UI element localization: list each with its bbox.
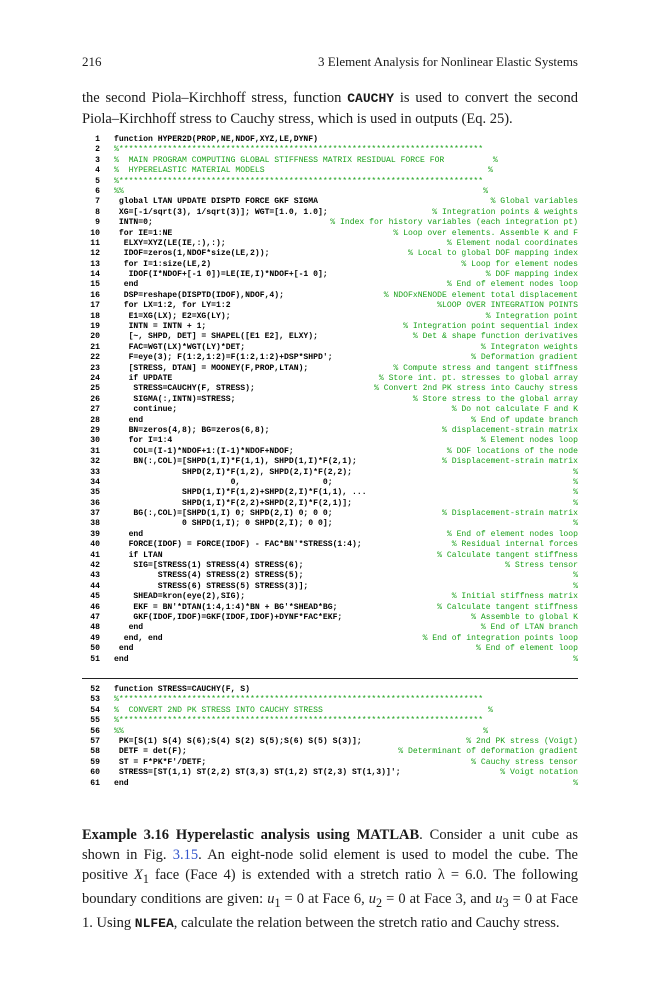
code-line [82,499,578,509]
code-text: function HYPER2D(PROP,NE,NDOF,XYZ,LE,DYNF) [114,135,318,144]
math-sub: 2 [376,895,383,910]
code-line [82,509,578,519]
line-number: 41 [90,550,100,560]
code-line [82,166,578,176]
code-line [82,561,578,571]
code-text: SHPD(1,I)*F(2,2)+SHPD(2,I)*F(2,1)]; [114,498,352,508]
code-line [82,384,578,394]
code-comment: % Determinant of deformation gradient [398,747,578,757]
code-comment: % [573,654,578,664]
code-line [82,332,578,342]
line-number: 36 [90,498,100,508]
code-text: if LTAN [114,550,163,560]
code-text: end [114,654,129,664]
code-line [82,592,578,602]
code-comment: % Initial stiffness matrix [451,592,578,602]
math-sub: 1 [274,895,281,910]
code-text: SIGMA(:,INTN)=STRESS; [114,394,236,404]
line-number: 49 [90,633,100,643]
code-text: for I=1:size(LE,2) [114,259,212,269]
line-number: 21 [90,342,100,352]
line-number: 10 [90,228,100,238]
code-text: BN(:,COL)=[SHPD(1,I)*F(1,1), SHPD(1,I)*F(2,1); [114,457,362,467]
line-number: 38 [90,519,100,529]
code-line [82,478,578,488]
code-text: SHEAD=kron(eye(2),SIG); [114,592,246,602]
code-comment: % Displacement-strain matrix [442,509,578,519]
line-number: 28 [90,415,100,425]
code-line [82,270,578,280]
code-text: IDOF(I*NDOF+[-1 0])=LE(IE,I)*NDOF+[-1 0]; [114,270,328,280]
code-line [82,208,578,218]
line-number: 60 [90,768,100,778]
code-line [82,405,578,415]
figure-link[interactable]: 3.15 [172,847,199,863]
cauchy-function-name: CAUCHY [347,91,395,106]
line-number: 57 [90,736,100,746]
code-line [82,447,578,457]
code-line [82,353,578,363]
code-line [82,644,578,654]
math-u: u [267,890,275,907]
code-text: BG(:,COL)=[SHPD(1,I) 0; SHPD(2,I) 0; 0 0; [114,509,333,519]
code-comment: % Assemble to global K [471,612,578,622]
code-comment: % Loop over elements. Assemble K and F [393,228,578,238]
code-line [82,685,578,695]
code-text: E1=XG(LX); E2=XG(LY); [114,311,231,321]
line-number: 26 [90,394,100,404]
code-line [82,727,578,737]
code-text: DSP=reshape(DISPTD(IDOF),NDOF,4); [114,290,284,300]
example-paragraph [82,825,578,934]
example-text: , calculate the relation between the stretch ratio and Cauchy stress. [173,914,560,931]
code-text: GKF(IDOF,IDOF)=GKF(IDOF,IDOF)+DYNF*FAC*EKF; [114,612,343,622]
code-comment: % Cauchy stress tensor [471,757,578,767]
code-line [82,551,578,561]
line-number: 33 [90,467,100,477]
code-line [82,343,578,353]
line-number: 6 [95,186,100,196]
code-text: STRESS(6) STRESS(5) STRESS(3)]; [114,581,309,591]
code-comment: % Voigt notation [500,768,578,778]
line-number: 55 [90,716,100,726]
code-text: end [114,623,144,633]
code-line [82,260,578,270]
line-number: 47 [90,612,100,622]
code-line [82,312,578,322]
code-comment-line: %*************************************************************************** [114,695,484,705]
line-number: 48 [90,623,100,633]
code-line [82,249,578,259]
code-comment: % End of update branch [471,415,578,425]
code-line [82,197,578,207]
math-x: X [134,867,143,883]
code-line [82,416,578,426]
code-comment-line: % HYPERELASTIC MATERIAL MODELS % [114,166,493,176]
code-comment-line: %% % [114,186,488,196]
code-text: DETF = det(F); [114,747,187,757]
example-label: Example 3.16 Hyperelastic analysis using MATLAB [82,827,420,843]
code-text: BN=zeros(4,8); BG=zeros(6,8); [114,425,270,435]
line-number: 9 [95,218,100,228]
code-text: INTN = INTN + 1; [114,322,207,332]
code-line [82,519,578,529]
code-comment: % Index for history variables (each integration pt) [330,218,578,228]
code-line [82,623,578,633]
code-line [82,758,578,768]
code-text: global LTAN UPDATE DISPTD FORCE GKF SIGMA [114,197,318,207]
code-comment: % Det & shape function derivatives [412,332,578,342]
line-number: 39 [90,529,100,539]
code-comment-line: % CONVERT 2ND PK STRESS INTO CAUCHY STRESS % [114,705,493,715]
code-text: PK=[S(1) S(4) S(6);S(4) S(2) S(5);S(6) S(5) S(3)]; [114,736,362,746]
code-comment: % Stress tensor [505,561,578,571]
code-line [82,218,578,228]
line-number: 44 [90,581,100,591]
code-comment: % End of LTAN branch [480,623,578,633]
intro-paragraph [82,88,578,129]
line-number: 14 [90,270,100,280]
code-comment: % End of integration points loop [422,633,578,643]
line-number: 42 [90,561,100,571]
code-line [82,634,578,644]
line-number: 20 [90,332,100,342]
code-comment: %LOOP OVER INTEGRATION POINTS [437,301,578,311]
code-comment-line: %*************************************************************************** [114,145,484,155]
code-line [82,229,578,239]
code-text: STRESS=[ST(1,1) ST(2,2) ST(3,3) ST(1,2) ST(2,3) ST(1,3)]'; [114,768,401,778]
line-number: 13 [90,259,100,269]
code-comment: % displacement-strain matrix [442,425,578,435]
line-number: 56 [90,726,100,736]
code-comment: % [573,467,578,477]
page-header [82,54,578,70]
line-number: 53 [90,695,100,705]
example-text: . The following boundary conditions are given: [82,867,578,907]
running-title: 3 Element Analysis for Nonlinear Elastic Systems [318,54,578,69]
code-line [82,156,578,166]
code-comment: % Integration points & weights [432,207,578,217]
code-text: SIG=[STRESS(1) STRESS(4) STRESS(6); [114,561,304,571]
code-line [82,468,578,478]
code-text: end [114,778,129,788]
code-text: STRESS(4) STRESS(2) STRESS(5); [114,571,304,581]
line-number: 24 [90,373,100,383]
line-number: 29 [90,425,100,435]
code-line [82,540,578,550]
math-lambda: λ = 6.0 [437,867,484,883]
code-line [82,135,578,145]
code-line [82,747,578,757]
code-separator [82,678,578,679]
line-number: 16 [90,290,100,300]
code-text: EKF = BN'*DTAN(1:4,1:4)*BN + BG'*SHEAD*BG; [114,602,338,612]
line-number: 32 [90,457,100,467]
code-text: 0, 0; [114,477,333,487]
code-text: F=eye(3); F(1:2,1:2)=F(1:2,1:2)+DSP*SHPD'; [114,353,333,363]
code-comment: % [573,498,578,508]
code-comment: % Store stress to the global array [412,394,578,404]
code-text: for I=1:4 [114,436,173,446]
code-text: XG=[-1/sqrt(3), 1/sqrt(3)]; WGT=[1.0, 1.0]; [114,207,328,217]
code-line [82,603,578,613]
line-number: 27 [90,405,100,415]
code-comment: % End of element loop [476,644,578,654]
line-number: 59 [90,757,100,767]
line-number: 34 [90,477,100,487]
line-number: 40 [90,540,100,550]
code-comment-line: %*************************************************************************** [114,716,484,726]
code-text: SHPD(1,I)*F(1,2)+SHPD(2,I)*F(1,1), ... [114,488,367,498]
code-text: for LX=1:2, for LY=1:2 [114,301,231,311]
code-text: end [114,529,144,539]
line-number: 11 [90,238,100,248]
code-comment: % End of element nodes loop [446,529,578,539]
code-comment: % Convert 2nd PK stress into Cauchy stress [374,384,578,394]
code-line [82,582,578,592]
code-listing-cauchy [82,685,578,789]
example-text: . Consider a unit cube as shown in Fig. [82,827,578,863]
code-comment-line: % MAIN PROGRAM COMPUTING GLOBAL STIFFNESS MATRIX RESIDUAL FORCE FOR % [114,155,498,165]
code-text: FAC=WGT(LX)*WGT(LY)*DET; [114,342,246,352]
code-text: [STRESS, DTAN] = MOONEY(F,PROP,LTAN); [114,363,309,373]
code-comment: % Integraton weights [480,342,578,352]
code-line [82,374,578,384]
code-text: [~, SHPD, DET] = SHAPEL([E1 E2], ELXY); [114,332,318,342]
line-number: 35 [90,488,100,498]
code-comment-line: %*************************************************************************** [114,176,484,186]
code-text: COL=(I-1)*NDOF+1:(I-1)*NDOF+NDOF; [114,446,294,456]
code-line [82,655,578,665]
code-line [82,301,578,311]
code-line [82,322,578,332]
code-comment: % Integration point [485,311,578,321]
code-comment: % 2nd PK stress (Voigt) [466,736,578,746]
math-sub: 3 [502,895,509,910]
code-line [82,280,578,290]
code-text: 0 SHPD(1,I); 0 SHPD(2,I); 0 0]; [114,519,333,529]
line-number: 51 [90,654,100,664]
code-comment: % NDOFxNENODE element total displacement [383,290,578,300]
code-comment: % DOF locations of the node [446,446,578,456]
code-text: for IE=1:NE [114,228,173,238]
line-number: 2 [95,145,100,155]
line-number: 54 [90,705,100,715]
math-u: u [495,890,503,907]
code-line [82,779,578,789]
code-comment: % Local to global DOF mapping index [408,249,578,259]
line-number: 30 [90,436,100,446]
code-comment: % Do not calculate F and K [451,405,578,415]
code-line [82,737,578,747]
code-line [82,695,578,705]
code-comment: % Displacement-strain matrix [442,457,578,467]
code-comment: % Global variables [490,197,578,207]
code-listing-hyper2d [82,135,578,665]
code-text: end, end [114,633,163,643]
line-number: 45 [90,592,100,602]
nlfea-name: NLFEA [134,915,174,931]
code-comment: % [573,488,578,498]
math-u: u [368,890,377,907]
code-line [82,187,578,197]
code-text: SHPD(2,I)*F(1,2), SHPD(2,I)*F(2,2); [114,467,352,477]
example-text: face (Face 4) is extended with a stretch ratio [148,867,438,883]
line-number: 58 [90,747,100,757]
code-text: end [114,415,144,425]
code-comment: % [573,571,578,581]
line-number: 3 [95,155,100,165]
line-number: 17 [90,301,100,311]
code-comment: % End of element nodes loop [446,280,578,290]
code-comment: % [573,519,578,529]
line-number: 22 [90,353,100,363]
code-line [82,395,578,405]
example-text: = 0 at Face 6, [280,890,369,907]
code-text: continue; [114,405,178,415]
line-number: 5 [95,176,100,186]
code-comment: % Loop for element nodes [461,259,578,269]
code-comment: % Calculate tangent stiffness [437,602,578,612]
math-sub: 1 [142,871,149,886]
code-text: function STRESS=CAUCHY(F, S) [114,685,250,694]
line-number: 43 [90,571,100,581]
code-comment: % Calculate tangent stiffness [437,550,578,560]
code-text: ELXY=XYZ(LE(IE,:),:); [114,238,226,248]
code-text: end [114,280,139,290]
line-number: 12 [90,249,100,259]
code-line [82,239,578,249]
code-comment: % Compute stress and tangent stiffness [393,363,578,373]
code-line [82,457,578,467]
intro-text-end: is used to convert the second Piola–Kirchhoff stress to Cauchy stress, which is used in outputs (Eq. 25). [82,90,578,127]
code-comment: % [573,477,578,487]
line-number: 23 [90,363,100,373]
code-comment-line: %% % [114,726,488,736]
code-line [82,530,578,540]
code-text: INTN=0; [114,218,153,228]
code-comment: % Integration point sequential index [403,322,578,332]
example-text: . An eight-node solid element is used to model the cube. The positive [82,847,578,883]
line-number: 25 [90,384,100,394]
line-number: 61 [90,778,100,788]
code-text: end [114,644,134,654]
code-line [82,426,578,436]
line-number: 7 [95,197,100,207]
code-line [82,177,578,187]
code-line [82,436,578,446]
code-text: if UPDATE [114,373,173,383]
code-line [82,571,578,581]
code-comment: % [573,581,578,591]
code-comment: % Deformation gradient [471,353,578,363]
code-text: ST = F*PK*F'/DETF; [114,757,207,767]
example-text: = 0 at Face 3, and [382,890,496,907]
code-comment: % Store int. pt. stresses to global array [378,373,578,383]
line-number: 1 [95,135,100,144]
code-comment: % DOF mapping index [485,270,578,280]
line-number: 8 [95,207,100,217]
line-number: 19 [90,322,100,332]
code-text: STRESS=CAUCHY(F, STRESS); [114,384,255,394]
page-number: 216 [82,54,102,69]
code-line [82,364,578,374]
code-line [82,291,578,301]
code-line [82,768,578,778]
line-number: 50 [90,644,100,654]
line-number: 46 [90,602,100,612]
code-line [82,716,578,726]
code-comment: % Element nodal coordinates [446,238,578,248]
code-comment: % Residual internal forces [451,540,578,550]
code-comment: % [573,778,578,788]
line-number: 52 [90,685,100,694]
code-text: FORCE(IDOF) = FORCE(IDOF) - FAC*BN'*STRESS(1:4); [114,540,362,550]
code-line [82,613,578,623]
line-number: 18 [90,311,100,321]
line-number: 31 [90,446,100,456]
code-line [82,145,578,155]
line-number: 4 [95,166,100,176]
code-comment: % Element nodes loop [480,436,578,446]
code-line [82,488,578,498]
code-line [82,706,578,716]
line-number: 37 [90,509,100,519]
code-text: IDOF=zeros(1,NDOF*size(LE,2)); [114,249,270,259]
line-number: 15 [90,280,100,290]
intro-text: the second Piola–Kirchhoff stress, function [82,90,348,106]
example-text: = 0 at Face 1. Using [82,890,578,931]
